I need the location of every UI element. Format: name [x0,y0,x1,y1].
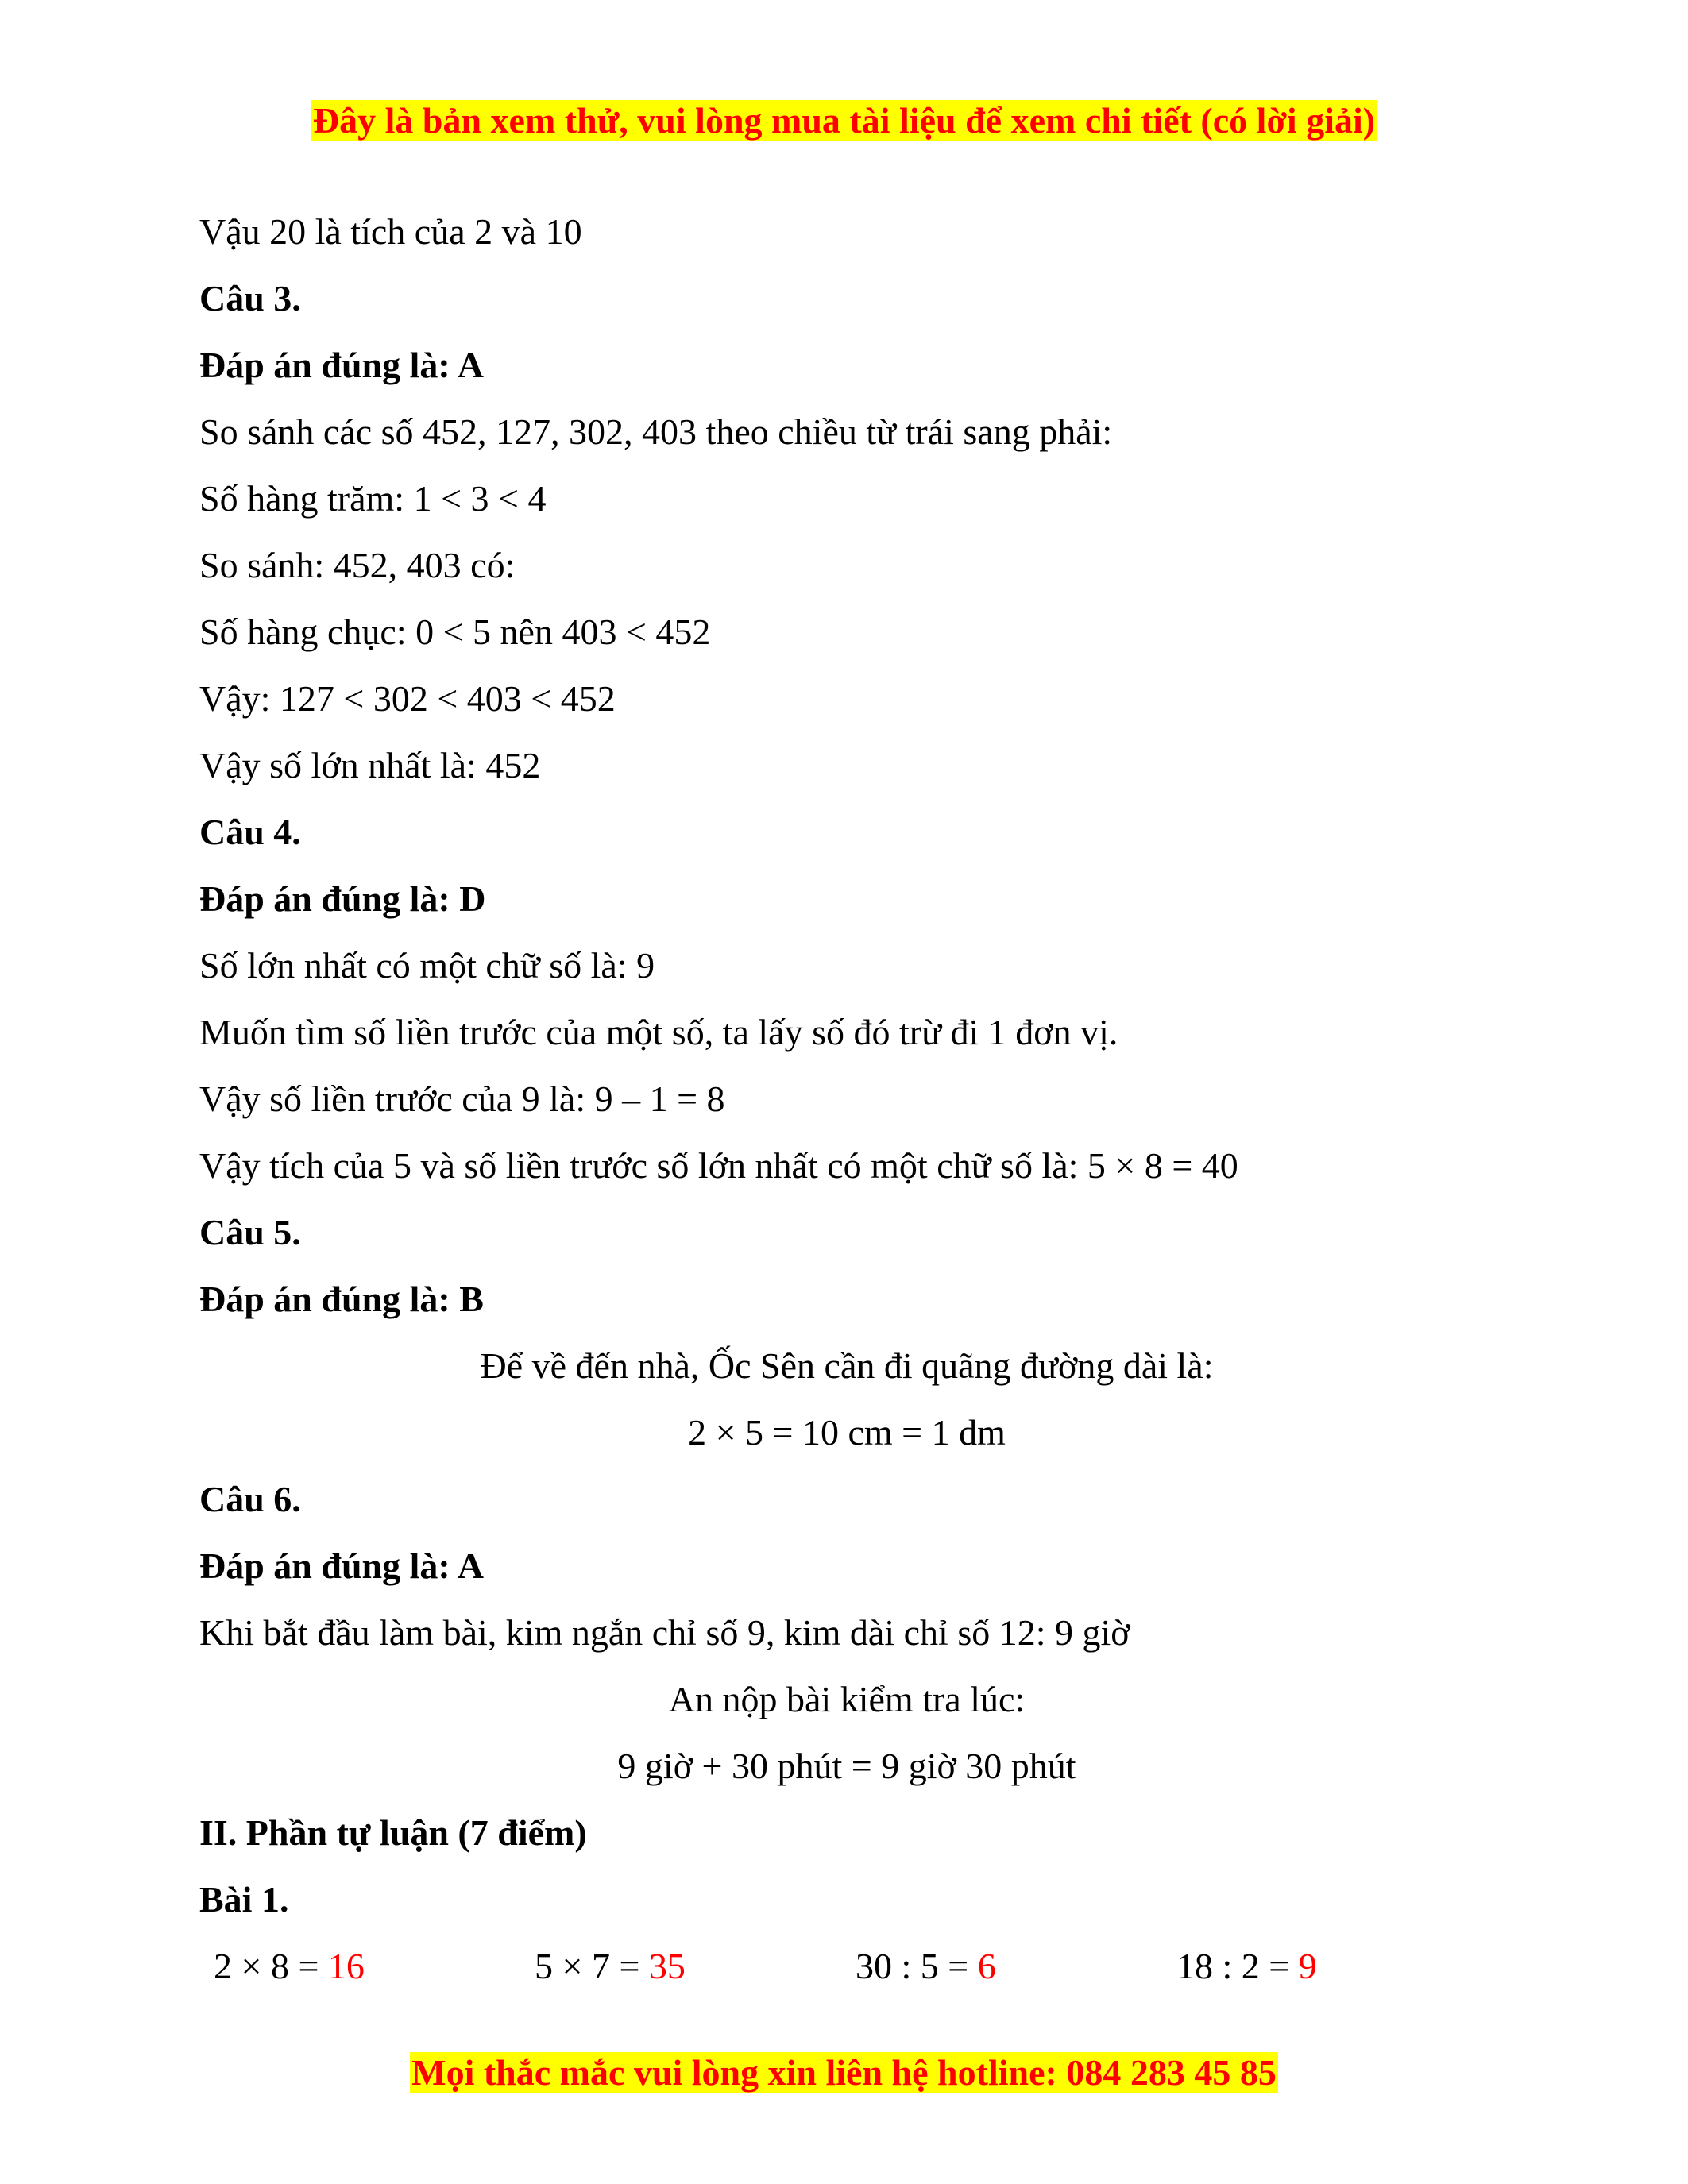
hotline-text: Mọi thắc mắc vui lòng xin liên hệ hotline: 084 283 45 85 [411,2052,1277,2093]
text-line: Vậu 20 là tích của 2 và 10 [199,211,582,252]
text-line: So sánh các số 452, 127, 302, 403 theo chiều từ trái sang phải: [199,411,1113,452]
question-heading: Câu 3. [199,278,301,318]
centered-text-line: 2 × 5 = 10 cm = 1 dm [688,1412,1006,1453]
text-line: So sánh: 452, 403 có: [199,545,516,585]
answer-heading: Đáp án đúng là: A [199,1545,484,1586]
text-line: Vậy số lớn nhất là: 452 [199,745,541,785]
text-line: Số hàng trăm: 1 < 3 < 4 [199,478,547,519]
text-line: Vậy tích của 5 và số liền trước số lớn nhất có một chữ số là: 5 × 8 = 40 [199,1145,1238,1186]
text-line: Vậy số liền trước của 9 là: 9 – 1 = 8 [199,1078,725,1119]
answer-heading: Đáp án đúng là: B [199,1279,484,1319]
text-line: Vậy: 127 < 302 < 403 < 452 [199,678,616,719]
centered-text-line: Để về đến nhà, Ốc Sên cần đi quãng đường dài là: [480,1345,1214,1386]
preview-notice-text: Đây là bản xem thử, vui lòng mua tài liệu để xem chi tiết (có lời giải) [312,100,1376,141]
calculation-result: 16 [327,1946,365,1986]
calculation-expression: 30 : 5 = [856,1946,978,1986]
answer-heading: Đáp án đúng là: A [199,345,484,385]
question-heading: Câu 5. [199,1212,301,1252]
calculation-item [535,1933,686,2000]
hotline-banner [0,2051,1688,2095]
calculation-expression: 5 × 7 = [535,1946,649,1986]
calculation-item [214,1933,365,2000]
centered-text-line: An nộp bài kiểm tra lúc: [668,1679,1026,1719]
answer-heading: Đáp án đúng là: D [199,878,486,919]
calculation-row [199,1933,1494,2000]
calculation-expression: 18 : 2 = [1176,1946,1299,1986]
question-heading: Câu 4. [199,812,301,852]
preview-notice-banner [0,98,1688,143]
exercise-heading: Bài 1. [199,1879,289,1920]
text-line: Muốn tìm số liền trước của một số, ta lấy số đó trừ đi 1 đơn vị. [199,1012,1118,1052]
question-heading: Câu 6. [199,1479,301,1519]
calculation-item [856,1933,996,2000]
section-heading: II. Phần tự luận (7 điểm) [199,1812,587,1853]
calculation-item [1176,1933,1317,2000]
calculation-result: 35 [648,1946,686,1986]
calculation-expression: 2 × 8 = [214,1946,328,1986]
text-line: Khi bắt đầu làm bài, kim ngắn chỉ số 9, kim dài chỉ số 12: 9 giờ [199,1612,1130,1653]
document-body [199,199,1494,2000]
calculation-result: 6 [977,1946,996,1986]
text-line: Số hàng chục: 0 < 5 nên 403 < 452 [199,612,711,652]
calculation-result: 9 [1298,1946,1317,1986]
text-line: Số lớn nhất có một chữ số là: 9 [199,945,655,986]
centered-text-line: 9 giờ + 30 phút = 9 giờ 30 phút [617,1746,1076,1786]
